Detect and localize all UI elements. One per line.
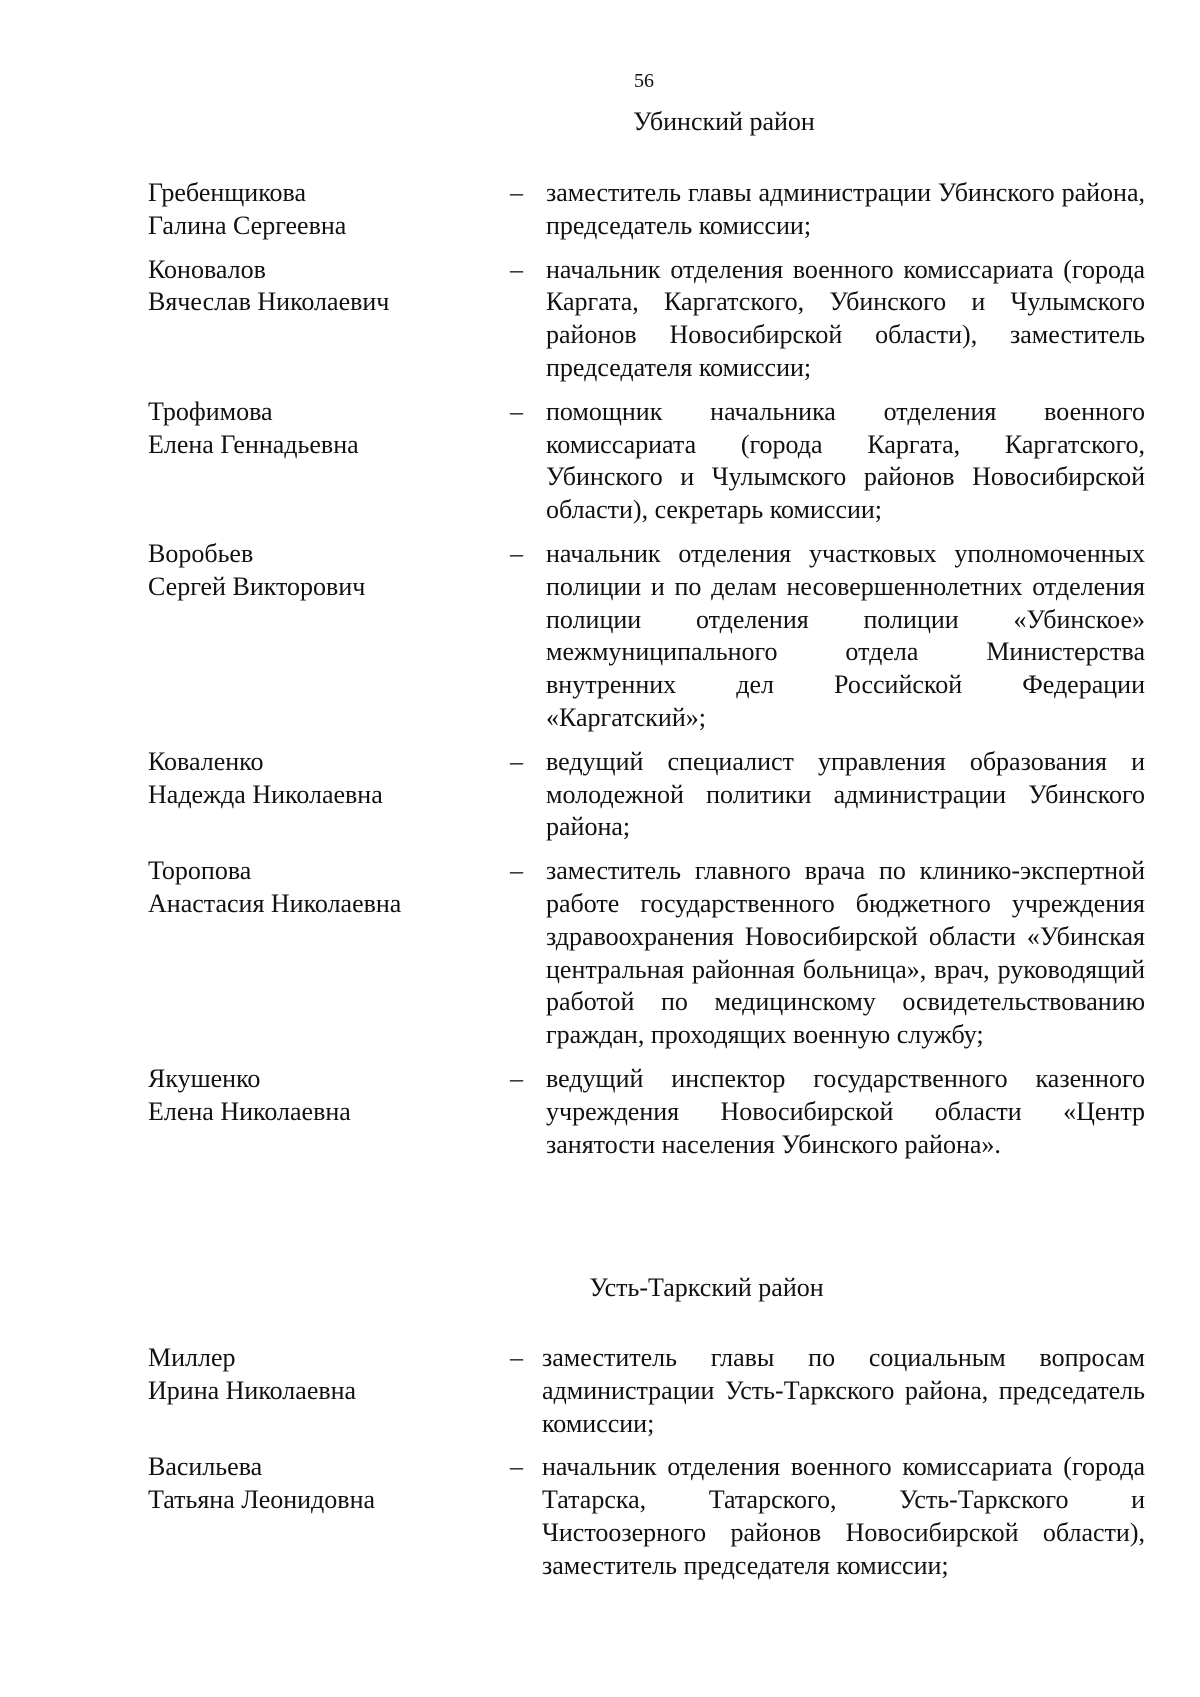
member-given-name: Сергей Викторович: [148, 571, 366, 601]
member-given-name: Ирина Николаевна: [148, 1375, 357, 1405]
dash: –: [510, 856, 523, 886]
member-name: [148, 1342, 510, 1440]
member-entry: [148, 746, 1145, 844]
dash: –: [510, 396, 523, 426]
dash: –: [510, 1452, 523, 1482]
section-ust-tarksky: [148, 1272, 1145, 1594]
section-title: Убинский район: [633, 107, 815, 136]
member-name: [148, 538, 510, 735]
member-description: помощник начальника отделения военного комиссариата (города Каргата, Каргатского, Убинского и Чулымского районов Новосибирской области), секретарь комиссии;: [546, 396, 1145, 525]
member-name: [148, 177, 510, 243]
member-entry: [148, 1451, 1145, 1582]
member-name: [148, 1451, 510, 1582]
page-number: 56: [634, 70, 654, 92]
member-surname: Коваленко: [148, 746, 264, 776]
member-name: [148, 254, 510, 385]
member-surname: Воробьев: [148, 538, 254, 568]
member-surname: Миллер: [148, 1343, 236, 1372]
member-entry: [148, 1342, 1145, 1440]
member-description: заместитель главного врача по клинико-экспертной работе государственного бюджетного учреждения здравоохранения Новосибирской области «Убинская центральная районная больница», врач, руководящий работой по медицинскому освидетельствованию граждан, проходящих военную службу;: [546, 856, 1145, 1050]
member-surname: Гребенщикова: [148, 178, 306, 207]
member-name: [148, 855, 510, 1052]
dash: –: [510, 254, 523, 284]
member-surname: Якушенко: [148, 1063, 261, 1093]
member-description: начальник отделения участковых уполномоченных полиции и по делам несовершеннолетних отделения полиции отделения полиции «Убинское» межмуниципального отдела Министерства внутренних дел Российской Федерации «Каргатский»;: [546, 538, 1145, 732]
dash: –: [510, 1343, 523, 1372]
dash: –: [510, 538, 523, 568]
member-given-name: Елена Геннадьевна: [148, 429, 359, 459]
member-description: ведущий специалист управления образования и молодежной политики администрации Убинского района;: [546, 746, 1145, 842]
section-title: Усть-Таркский район: [589, 1273, 824, 1302]
dash: –: [510, 746, 523, 776]
member-name: [148, 1063, 510, 1161]
member-description: заместитель главы администрации Убинского района, председатель комиссии;: [546, 178, 1145, 240]
member-entry: [148, 1063, 1145, 1161]
member-surname: Васильева: [148, 1452, 263, 1482]
member-given-name: Вячеслав Николаевич: [148, 287, 390, 317]
member-given-name: Татьяна Леонидовна: [148, 1485, 376, 1515]
member-entry: [148, 177, 1145, 243]
member-given-name: Надежда Николаевна: [148, 779, 383, 809]
member-description: заместитель главы по социальным вопросам администрации Усть-Таркского района, председатель комиссии;: [542, 1343, 1145, 1438]
member-name: [148, 746, 510, 844]
member-description: начальник отделения военного комиссариата (города Каргата, Каргатского, Убинского и Чулымского районов Новосибирской области), заместитель председателя комиссии;: [546, 254, 1145, 382]
member-entry: [148, 254, 1145, 385]
member-surname: Коновалов: [148, 254, 266, 284]
member-given-name: Елена Николаевна: [148, 1096, 351, 1126]
member-entry: [148, 396, 1145, 527]
section-ubinsky: [148, 106, 1145, 1172]
dash: –: [510, 1063, 523, 1093]
member-entry: [148, 855, 1145, 1052]
dash: –: [510, 178, 523, 207]
member-entry: [148, 538, 1145, 735]
member-given-name: Галина Сергеевна: [148, 210, 347, 240]
member-surname: Трофимова: [148, 396, 273, 426]
member-name: [148, 396, 510, 527]
member-surname: Торопова: [148, 856, 252, 886]
member-description: ведущий инспектор государственного казенного учреждения Новосибирской области «Центр занятости населения Убинского района».: [546, 1063, 1145, 1159]
member-given-name: Анастасия Николаевна: [148, 888, 402, 918]
member-description: начальник отделения военного комиссариата (города Татарска, Татарского, Усть-Таркского и Чистоозерного районов Новосибирской области), заместитель председателя комиссии;: [542, 1452, 1145, 1580]
